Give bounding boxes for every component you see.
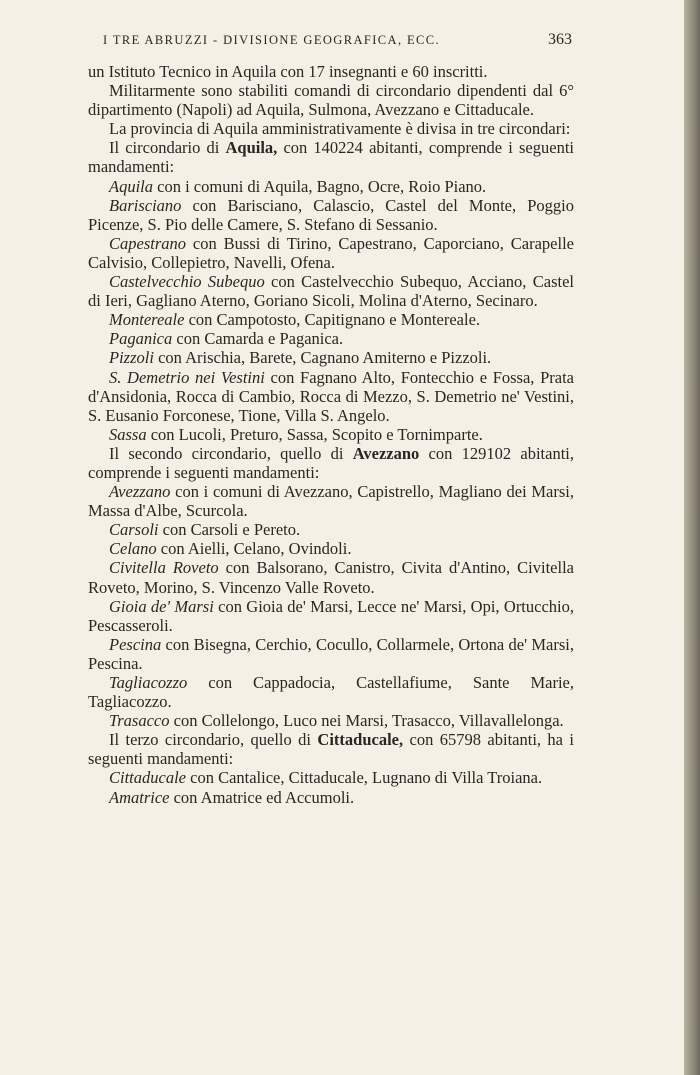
paragraph	[88, 673, 574, 711]
paragraph	[88, 62, 574, 81]
paragraph	[88, 711, 574, 730]
paragraph-text: con Barisciano, Calascio, Castel del Monte, Poggio Picenze, S. Pio delle Camere, S. Stefano di Sessanio.	[88, 195, 574, 234]
paragraph	[88, 329, 574, 348]
paragraph	[88, 520, 574, 539]
paragraph	[88, 539, 574, 558]
mandamento-name: Cittaducale	[109, 768, 186, 788]
paragraph-text: Il terzo circondario, quello di	[109, 730, 318, 750]
paragraph	[88, 368, 574, 425]
paragraph-text: con Balsorano, Canistro, Civita d'Antino, Civitella Roveto, Morino, S. Vincenzo Valle Roveto.	[88, 558, 574, 597]
paragraph	[88, 788, 574, 807]
page-body	[88, 62, 574, 807]
mandamento-name: Tagliacozzo	[109, 673, 188, 692]
mandamento-name: Capestrano	[109, 233, 187, 253]
paragraph	[88, 196, 574, 234]
paragraph	[88, 730, 574, 768]
paragraph-text: con Amatrice ed Accumoli.	[169, 787, 355, 807]
paragraph	[88, 348, 574, 367]
paragraph	[88, 635, 574, 673]
paragraph-text: con Cappadocia, Castellafiume, Sante Marie, Tagliacozzo.	[88, 673, 574, 712]
mandamento-name: Trasacco	[109, 711, 170, 731]
paragraph-text: con 140224 abitanti, comprende i seguenti mandamenti:	[88, 138, 574, 177]
mandamento-name: Gioia de' Marsi	[109, 596, 214, 616]
paragraph	[88, 444, 574, 482]
paragraph-text: con i comuni di Avezzano, Capistrello, Magliano dei Marsi, Massa d'Albe, Scurcola.	[88, 482, 574, 521]
paragraph-text: con Castelvecchio Subequo, Acciano, Castel di Ieri, Gagliano Aterno, Goriano Sicoli, Molina d'Aterno, Secinaro.	[88, 272, 574, 311]
paragraph-text: Il circondario di	[109, 138, 226, 158]
paragraph-text: con Gioia de' Marsi, Lecce ne' Marsi, Opi, Ortucchio, Pescasseroli.	[88, 596, 575, 635]
mandamento-name: Sassa	[109, 424, 147, 444]
mandamento-name: Civitella Roveto	[109, 558, 219, 578]
paragraph	[88, 138, 574, 176]
paragraph-text: La provincia di Aquila amministrativamente è divisa in tre circondari:	[109, 119, 571, 139]
mandamento-name: Pizzoli	[109, 348, 154, 368]
mandamento-name: Barisciano	[109, 195, 182, 215]
paragraph-text: con Cantalice, Cittaducale, Lugnano di Villa Troiana.	[186, 768, 543, 788]
paragraph-text: con Fagnano Alto, Fontecchio e Fossa, Prata d'Ansidonia, Rocca di Cambio, Rocca di Mezzo, S. Demetrio ne' Vestini, S. Eusanio Forconese, Tione, Villa S. Angelo.	[88, 367, 574, 425]
page-number: 363	[548, 31, 572, 48]
paragraph-text: con Campotosto, Capitignano e Montereale.	[184, 310, 481, 330]
mandamento-name: S. Demetrio nei Vestini	[109, 367, 265, 387]
paragraph	[88, 558, 574, 596]
mandamento-name: Paganica	[109, 329, 173, 349]
paragraph	[88, 425, 574, 444]
running-header: I TRE ABRUZZI - DIVISIONE GEOGRAFICA, ECC.	[103, 33, 441, 47]
paragraph-text: con Collelongo, Luco nei Marsi, Trasacco, Villavallelonga.	[169, 711, 564, 731]
paragraph-text: con Aielli, Celano, Ovindoli.	[156, 539, 352, 559]
paragraph-text: con i comuni di Aquila, Bagno, Ocre, Roio Piano.	[153, 176, 487, 196]
mandamento-name: Celano	[109, 539, 157, 559]
paragraph	[88, 119, 574, 138]
paragraph	[88, 597, 574, 635]
circondario-name: Avezzano	[352, 443, 420, 463]
paragraph	[88, 310, 574, 329]
page-edge-shadow	[684, 0, 700, 1075]
paragraph-text: con Carsoli e Pereto.	[158, 520, 301, 540]
paragraph-text: con 129102 abitanti, comprende i seguenti mandamenti:	[88, 443, 574, 482]
mandamento-name: Aquila	[109, 176, 153, 196]
paragraph	[88, 234, 574, 272]
circondario-name: Cittaducale,	[317, 730, 404, 750]
mandamento-name: Avezzano	[109, 482, 171, 502]
paragraph-text: Militarmente sono stabiliti comandi di circondario dipendenti dal 6° dipartimento (Napoli) ad Aquila, Sulmona, Avezzano e Cittaducale.	[88, 81, 574, 120]
circondario-name: Aquila,	[225, 138, 278, 158]
mandamento-name: Amatrice	[109, 787, 170, 807]
paragraph	[88, 768, 574, 787]
paragraph-text: Il secondo circondario, quello di	[109, 443, 353, 463]
mandamento-name: Carsoli	[109, 520, 159, 540]
paragraph-text: con Arischia, Barete, Cagnano Amiterno e Pizzoli.	[153, 348, 492, 368]
paragraph-text: con Lucoli, Preturo, Sassa, Scopito e Tornimparte.	[146, 424, 483, 444]
paragraph-text: con Camarda e Paganica.	[172, 329, 344, 349]
paragraph-text: con 65798 abitanti, ha i seguenti mandamenti:	[88, 730, 574, 769]
paragraph-text: un Istituto Tecnico in Aquila con 17 insegnanti e 60 inscritti.	[88, 62, 488, 81]
paragraph	[88, 81, 574, 119]
paragraph	[88, 177, 574, 196]
mandamento-name: Pescina	[109, 634, 162, 654]
paragraph-text: con Bussi di Tirino, Capestrano, Caporciano, Carapelle Calvisio, Collepietro, Navelli, Ofena.	[88, 233, 574, 272]
mandamento-name: Castelvecchio Subequo	[109, 272, 265, 292]
paragraph-text: con Bisegna, Cerchio, Cocullo, Collarmele, Ortona de' Marsi, Pescina.	[88, 634, 574, 673]
mandamento-name: Montereale	[109, 310, 185, 330]
paragraph	[88, 482, 574, 520]
paragraph	[88, 272, 574, 310]
